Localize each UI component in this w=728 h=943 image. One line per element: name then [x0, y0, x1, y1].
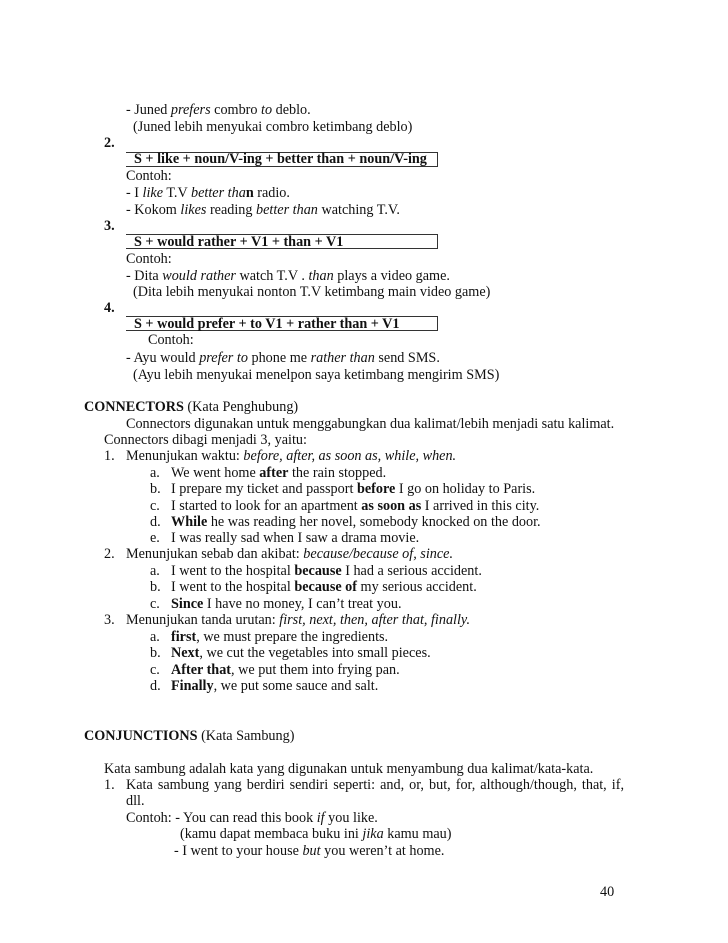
item-number: 3. — [104, 218, 115, 234]
list-item: While he was reading her novel, somebody knocked on the door. — [171, 514, 541, 530]
formula-text: S + would prefer + to V1 + rather than + V1 — [134, 316, 400, 332]
list-marker: d. — [150, 514, 161, 530]
list-heading: Menunjukan sebab dan akibat: because/because of, since. — [126, 546, 453, 562]
list-marker: c. — [150, 498, 160, 514]
list-heading: Menunjukan waktu: before, after, as soon as, while, when. — [126, 448, 457, 464]
example-line: - I like T.V better than radio. — [126, 185, 290, 201]
formula-text: S + like + noun/V-ing + better than + noun/V-ing — [134, 151, 427, 167]
contoh-label: Contoh: — [148, 332, 194, 348]
list-heading: Menunjukan tanda urutan: first, next, then, after that, finally. — [126, 612, 470, 628]
example-translation: (Juned lebih menyukai combro ketimbang deblo) — [133, 119, 413, 135]
list-number: 1. — [104, 777, 115, 793]
example-translation: (Ayu lebih menyukai menelpon saya ketimbang mengirim SMS) — [133, 367, 500, 383]
section-heading-connectors: CONNECTORS (Kata Penghubung) — [84, 399, 299, 415]
formula-text: S + would rather + V1 + than + V1 — [134, 234, 344, 250]
section-heading-conjunctions: CONJUNCTIONS (Kata Sambung) — [84, 728, 295, 744]
list-number: 2. — [104, 546, 115, 562]
example-line: - Juned prefers combro to deblo. — [126, 102, 311, 118]
list-item-continuation: dll. — [126, 793, 145, 809]
example-line: - Kokom likes reading better than watching T.V. — [126, 202, 400, 218]
contoh-label: Contoh: — [126, 168, 172, 184]
list-item: Finally, we put some sauce and salt. — [171, 678, 379, 694]
list-item: I went to the hospital because of my serious accident. — [171, 579, 477, 595]
list-marker: a. — [150, 563, 160, 579]
list-item: We went home after the rain stopped. — [171, 465, 387, 481]
list-marker: a. — [150, 629, 160, 645]
example-line: - I went to your house but you weren’t at home. — [174, 843, 445, 859]
example-translation: (Dita lebih menyukai nonton T.V ketimbang main video game) — [133, 284, 491, 300]
example-line: - Ayu would prefer to phone me rather than send SMS. — [126, 350, 440, 366]
example-line: - Dita would rather watch T.V . than plays a video game. — [126, 268, 450, 284]
item-number: 4. — [104, 300, 115, 316]
paragraph: Kata sambung adalah kata yang digunakan untuk menyambung dua kalimat/kata-kata. — [104, 761, 594, 777]
paragraph: Connectors dibagi menjadi 3, yaitu: — [104, 432, 307, 448]
list-marker: c. — [150, 596, 160, 612]
list-number: 3. — [104, 612, 115, 628]
list-item: After that, we put them into frying pan. — [171, 662, 400, 678]
list-item: I went to the hospital because I had a serious accident. — [171, 563, 482, 579]
item-number: 2. — [104, 135, 115, 151]
list-item: Kata sambung yang berdiri sendiri seperti: and, or, but, for, although/though, that, if, — [126, 777, 624, 793]
page-number: 40 — [600, 884, 615, 900]
list-marker: b. — [150, 481, 161, 497]
list-marker: b. — [150, 645, 161, 661]
list-marker: a. — [150, 465, 160, 481]
list-item: I started to look for an apartment as soon as I arrived in this city. — [171, 498, 540, 514]
example-line: Contoh: - You can read this book if you like. — [126, 810, 378, 826]
list-item: Next, we cut the vegetables into small pieces. — [171, 645, 431, 661]
list-marker: d. — [150, 678, 161, 694]
list-marker: e. — [150, 530, 160, 546]
paragraph: Connectors digunakan untuk menggabungkan dua kalimat/lebih menjadi satu kalimat. — [126, 416, 615, 432]
example-translation: (kamu dapat membaca buku ini jika kamu mau) — [180, 826, 452, 842]
list-item: first, we must prepare the ingredients. — [171, 629, 389, 645]
list-number: 1. — [104, 448, 115, 464]
list-item: I was really sad when I saw a drama movie. — [171, 530, 420, 546]
list-item: I prepare my ticket and passport before I go on holiday to Paris. — [171, 481, 536, 497]
list-item: Since I have no money, I can’t treat you. — [171, 596, 402, 612]
list-marker: c. — [150, 662, 160, 678]
contoh-label: Contoh: — [126, 251, 172, 267]
list-marker: b. — [150, 579, 161, 595]
